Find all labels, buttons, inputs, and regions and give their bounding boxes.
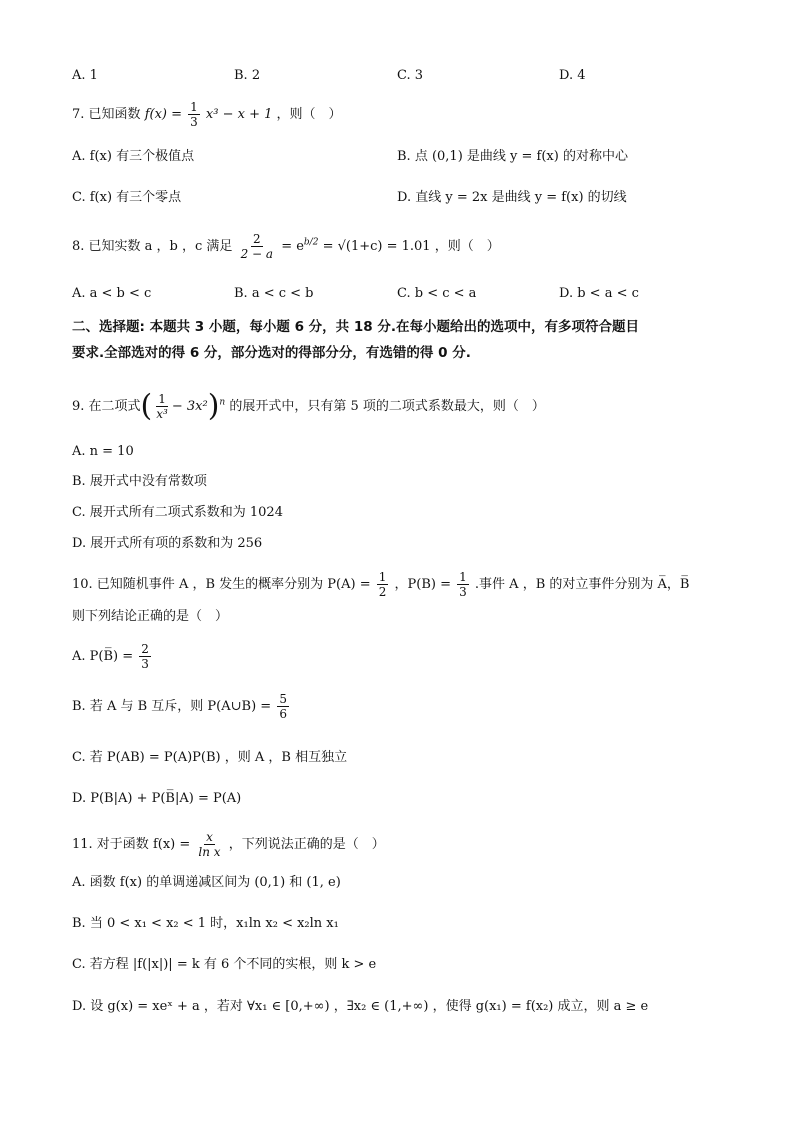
q10-a-den: 3 bbox=[141, 657, 149, 671]
q10-line1-c: .事件 A ，B 的对立事件分别为 A̅，B̅ bbox=[474, 577, 690, 592]
q9-option-b: B. 展开式中没有常数项 bbox=[72, 474, 207, 489]
q8-option-a: A. a < b < c bbox=[72, 286, 152, 301]
q10-pa-num: 1 bbox=[378, 570, 387, 584]
q10-option-a bbox=[72, 642, 153, 671]
q10-line1-a: 10. 已知随机事件 A ，B 发生的概率分别为 P(A) = bbox=[72, 577, 371, 592]
q11-option-c: C. 若方程 |f(|x|)| = k 有 6 个不同的实根，则 k > e bbox=[72, 957, 377, 972]
q9-paren-close: ) bbox=[207, 388, 220, 424]
q7-option-a: A. f(x) 有三个极值点 bbox=[72, 149, 195, 164]
section-2-line-2: 要求.全部选对的得 6 分，部分选对的得部分分，有选错的得 0 分. bbox=[72, 345, 471, 361]
q8-fraction bbox=[239, 232, 275, 261]
q11-fraction bbox=[196, 830, 222, 859]
q9-fraction bbox=[154, 392, 170, 421]
q7-option-b: B. 点 (0,1) 是曲线 y = f(x) 的对称中心 bbox=[397, 149, 628, 164]
q10-pa-fraction bbox=[377, 570, 389, 599]
q10-option-c: C. 若 P(AB) = P(A)P(B) ，则 A ，B 相互独立 bbox=[72, 750, 348, 765]
q10-pb-fraction bbox=[457, 570, 469, 599]
q11-frac-den: ln x bbox=[198, 845, 221, 859]
q10-a-fraction bbox=[139, 642, 151, 671]
q9-frac-den: x³ bbox=[156, 407, 168, 421]
q8-option-c: C. b < c < a bbox=[397, 286, 477, 301]
question-8-stem bbox=[72, 232, 500, 261]
q11-option-b: B. 当 0 < x₁ < x₂ < 1 时，x₁ln x₂ < x₂ln x₁ bbox=[72, 916, 339, 931]
option-c: C. 3 bbox=[397, 68, 424, 83]
q9-frac-num: 1 bbox=[158, 392, 166, 406]
q11-frac-num: x bbox=[206, 830, 213, 844]
q11-option-a: A. 函数 f(x) 的单调递减区间为 (0,1) 和 (1, e) bbox=[72, 875, 341, 890]
q8-option-b: B. a < c < b bbox=[234, 286, 314, 301]
q10-option-d: D. P(B|A) + P(B̅|A) = P(A) bbox=[72, 791, 242, 806]
q7-option-d: D. 直线 y = 2x 是曲线 y = f(x) 的切线 bbox=[397, 190, 627, 205]
q10-b-den: 6 bbox=[279, 707, 287, 721]
q8-frac-den: 2 − a bbox=[240, 247, 274, 261]
option-b: B. 2 bbox=[234, 68, 261, 83]
q10-pb-den: 3 bbox=[459, 585, 467, 599]
q9-option-a: A. n = 10 bbox=[72, 444, 134, 459]
q10-pb-num: 1 bbox=[459, 570, 467, 584]
q8-prefix: 8. 已知实数 a ，b ，c 满足 bbox=[72, 239, 233, 254]
q8-rest: = √(1+c) = 1.01 bbox=[322, 239, 431, 254]
q10-line-2: 则下列结论正确的是（ ） bbox=[72, 609, 229, 624]
q8-suffix: ，则（ ） bbox=[434, 239, 500, 254]
q9-paren-open: ( bbox=[140, 388, 153, 424]
q9-prefix: 9. 在二项式 bbox=[72, 399, 141, 414]
q10-pa-den: 2 bbox=[378, 585, 387, 599]
question-7-stem bbox=[72, 100, 342, 129]
q11-suffix: ，下列说法正确的是（ ） bbox=[228, 837, 385, 852]
q7-func-rest: x³ − x + 1 bbox=[205, 107, 273, 122]
q8-exponent: b/2 bbox=[303, 237, 319, 248]
q10-b-fraction bbox=[277, 692, 289, 721]
q7-frac-num: 1 bbox=[190, 100, 198, 114]
q10-b-pre: B. 若 A 与 B 互斥，则 P(A∪B) = bbox=[72, 699, 272, 714]
q9-suffix: 的展开式中，只有第 5 项的二项式系数最大，则（ ） bbox=[229, 399, 545, 414]
q7-frac-den: 3 bbox=[190, 115, 198, 129]
q7-option-c: C. f(x) 有三个零点 bbox=[72, 190, 182, 205]
q7-fraction bbox=[188, 100, 200, 129]
q7-prefix: 7. 已知函数 bbox=[72, 107, 141, 122]
q9-option-c: C. 展开式所有二项式系数和为 1024 bbox=[72, 505, 283, 520]
question-11-stem bbox=[72, 830, 385, 859]
q10-line1-b: ，P(B) = bbox=[394, 577, 451, 592]
q8-eq: = e bbox=[281, 239, 304, 254]
q7-suffix: ，则（ ） bbox=[276, 107, 342, 122]
q7-func-lhs: f(x) = bbox=[144, 107, 182, 122]
section-2-heading bbox=[72, 314, 732, 366]
question-10-stem bbox=[72, 570, 689, 599]
q8-option-d: D. b < a < c bbox=[559, 286, 639, 301]
option-a: A. 1 bbox=[72, 68, 98, 83]
q10-a-num: 2 bbox=[141, 642, 149, 656]
q9-inner: − 3x² bbox=[171, 399, 208, 414]
q11-option-d: D. 设 g(x) = xeˣ + a ，若对 ∀x₁ ∈ [0,+∞) ，∃x₂ ∈ (1,+∞) ，使得 g(x₁) = f(x₂) 成立，则 a ≥ e bbox=[72, 999, 649, 1014]
q9-option-d: D. 展开式所有项的系数和为 256 bbox=[72, 536, 263, 551]
section-2-line-1: 二、选择题: 本题共 3 小题，每小题 6 分，共 18 分.在每小题给出的选项中，有多项符合题目 bbox=[72, 319, 639, 335]
q10-b-num: 5 bbox=[279, 692, 287, 706]
question-9-stem bbox=[72, 388, 545, 424]
q10-option-b bbox=[72, 692, 291, 721]
q8-frac-num: 2 bbox=[252, 232, 261, 246]
q9-exponent: n bbox=[219, 397, 226, 408]
q10-a-pre: A. P(B̅) = bbox=[72, 649, 134, 664]
option-d: D. 4 bbox=[559, 68, 586, 83]
q11-prefix: 11. 对于函数 f(x) = bbox=[72, 837, 191, 852]
